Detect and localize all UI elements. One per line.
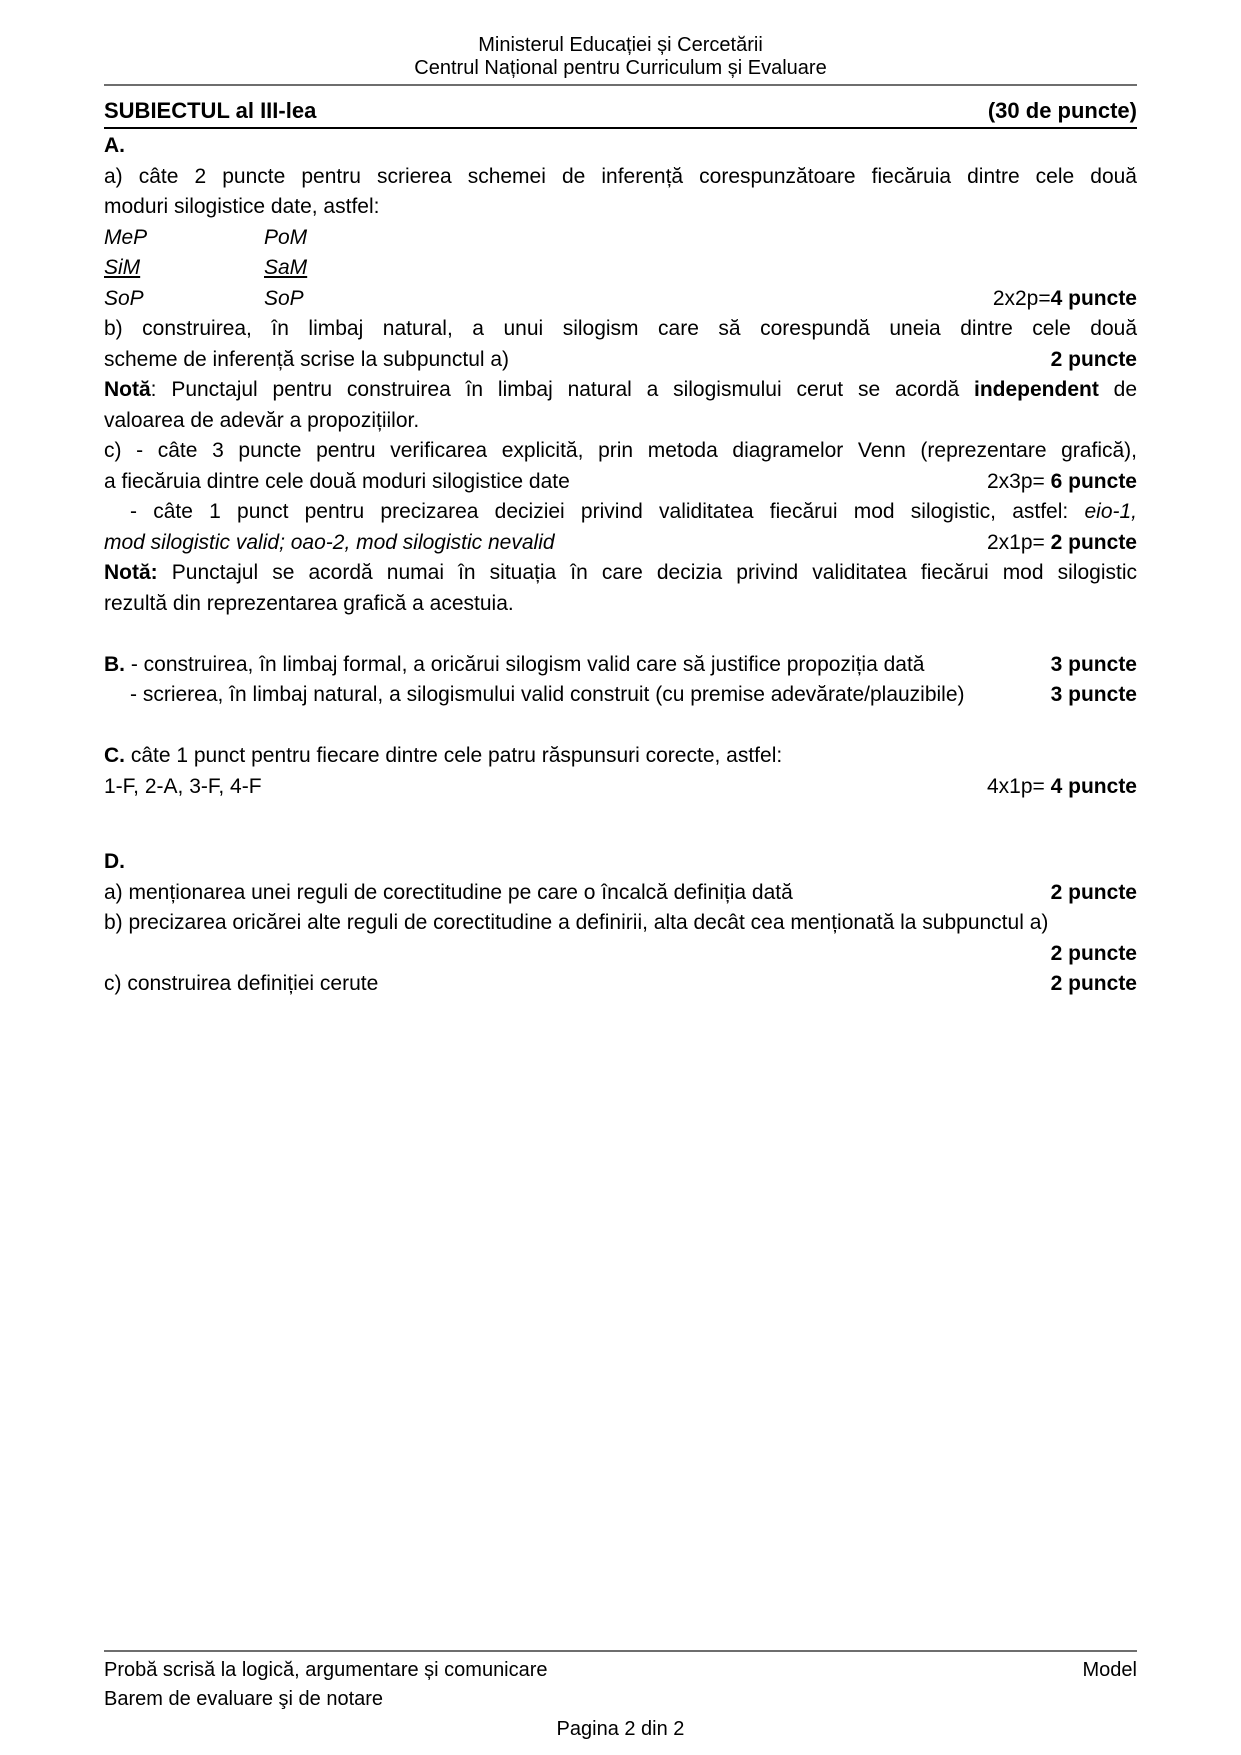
subject-title: SUBIECTUL al III-lea bbox=[104, 98, 317, 123]
schema-right-premise2: SaM bbox=[264, 256, 308, 279]
note-2-line1: Notă: Punctajul se acordă numai în situația în care decizia privind validitatea fiecărui mod silogistic bbox=[104, 561, 1137, 584]
header-rule bbox=[104, 84, 1137, 86]
section-a-item-b-line1: b) construirea, în limbaj natural, a unui silogism care să corespundă uneia dintre cele două bbox=[104, 317, 1137, 340]
section-b-label: B. bbox=[104, 652, 125, 676]
section-d-label: D. bbox=[104, 850, 125, 873]
points-a-a: 2x2p=4 puncte bbox=[992, 286, 1137, 310]
document-footer bbox=[104, 1650, 1137, 1744]
schema-right-premise1: PoM bbox=[264, 225, 308, 249]
subject-points: (30 de puncte) bbox=[987, 98, 1137, 123]
points-d-b: 2 puncte bbox=[1050, 941, 1137, 965]
section-c-label: C. bbox=[104, 744, 125, 767]
blank-line bbox=[104, 711, 1137, 742]
section-a-item-b-line2: scheme de inferență scrise la subpunctul a) 2 puncte bbox=[104, 345, 1137, 376]
section-c-answers-line bbox=[104, 772, 1137, 803]
section-a-item-c2-line2: mod silogistic valid; oao-2, mod silogistic nevalid 2x1p= 2 puncte bbox=[104, 528, 1137, 559]
schema-row-1 bbox=[104, 223, 1137, 254]
points-a-c2: 2x1p= 2 puncte bbox=[987, 530, 1137, 554]
points-b-1: 3 puncte bbox=[1050, 652, 1137, 676]
header-center-line: Centrul Național pentru Curriculum și Evaluare bbox=[414, 57, 827, 79]
section-a-item-a-line1: a) câte 2 puncte pentru scrierea schemei de inferență corespunzătoare fiecăruia dintre cele două bbox=[104, 164, 1137, 188]
points-b-2: 3 puncte bbox=[1050, 683, 1137, 706]
section-a-item-c1-line1: c) - câte 3 puncte pentru verificarea explicită, prin metoda diagramelor Venn (reprezentare grafică), bbox=[104, 439, 1137, 462]
schema-right-conclusion: SoP bbox=[264, 286, 304, 310]
footer-row-1 bbox=[104, 1656, 1137, 1685]
document-body bbox=[104, 131, 1137, 1000]
schema-left-conclusion: SoP bbox=[104, 286, 144, 310]
header-ministry-line: Ministerul Educației și Cercetării bbox=[478, 34, 763, 56]
points-a-b: 2 puncte bbox=[1050, 347, 1137, 371]
section-d-item-b-line1: b) precizarea oricărei alte reguli de corectitudine a definirii, alta decât cea menționată la subpunctul a) bbox=[104, 911, 1049, 934]
points-a-c1: 2x3p= 6 puncte bbox=[987, 469, 1137, 493]
footer-barem-line: Barem de evaluare şi de notare bbox=[104, 1688, 384, 1710]
footer-model-label: Model bbox=[1082, 1659, 1137, 1681]
schema-left-premise2: SiM bbox=[104, 256, 141, 279]
section-a-item-c2-line1: - câte 1 punct pentru precizarea deciziei privind validitatea fiecărui mod silogistic, astfel: eio-1, bbox=[130, 500, 1137, 523]
points-d-c: 2 puncte bbox=[1050, 972, 1137, 995]
blank-line bbox=[104, 802, 1137, 847]
document-header bbox=[104, 0, 1137, 86]
section-c-answers: 1-F, 2-A, 3-F, 4-F bbox=[104, 774, 262, 798]
section-c-line1: C. câte 1 punct pentru fiecare dintre cele patru răspunsuri corecte, astfel: bbox=[104, 744, 783, 767]
points-c: 4x1p= 4 puncte bbox=[987, 774, 1137, 798]
schema-row-2 bbox=[104, 253, 1137, 284]
note-1-line1: Notă: Punctajul pentru construirea în limbaj natural a silogismului cerut se acordă independent de bbox=[104, 378, 1138, 401]
section-b-line2: - scrierea, în limbaj natural, a silogismului valid construit (cu premise adevărate/plauzibile) 3 puncte bbox=[104, 680, 1137, 711]
schema-row-3 bbox=[104, 284, 1137, 315]
schema-left-premise1: MeP bbox=[104, 225, 148, 249]
section-a-label: A. bbox=[104, 134, 125, 157]
subject-title-row bbox=[104, 98, 1137, 129]
section-d-item-c: c) construirea definiției cerute 2 puncte bbox=[104, 969, 1137, 1000]
footer-exam-name: Probă scrisă la logică, argumentare și comunicare bbox=[104, 1659, 548, 1681]
note-1-line2: valoarea de adevăr a propozițiilor. bbox=[104, 408, 420, 432]
points-d-a: 2 puncte bbox=[1050, 880, 1137, 904]
note-2-line2: rezultă din reprezentarea grafică a acestuia. bbox=[104, 591, 514, 615]
section-a-item-a-line2: moduri silogistice date, astfel: bbox=[104, 195, 380, 218]
section-a-item-c1-line2: a fiecăruia dintre cele două moduri silogistice date 2x3p= 6 puncte bbox=[104, 467, 1137, 498]
section-d-item-a: a) menționarea unei reguli de corectitudine pe care o încalcă definiția dată 2 puncte bbox=[104, 878, 1137, 909]
blank-line bbox=[104, 619, 1137, 650]
footer-page-number: Pagina 2 din 2 bbox=[556, 1718, 685, 1740]
footer-rule bbox=[104, 1650, 1137, 1652]
section-b-line1: B. - construirea, în limbaj formal, a oricărui silogism valid care să justifice propoziția dată 3 puncte bbox=[104, 650, 1137, 681]
